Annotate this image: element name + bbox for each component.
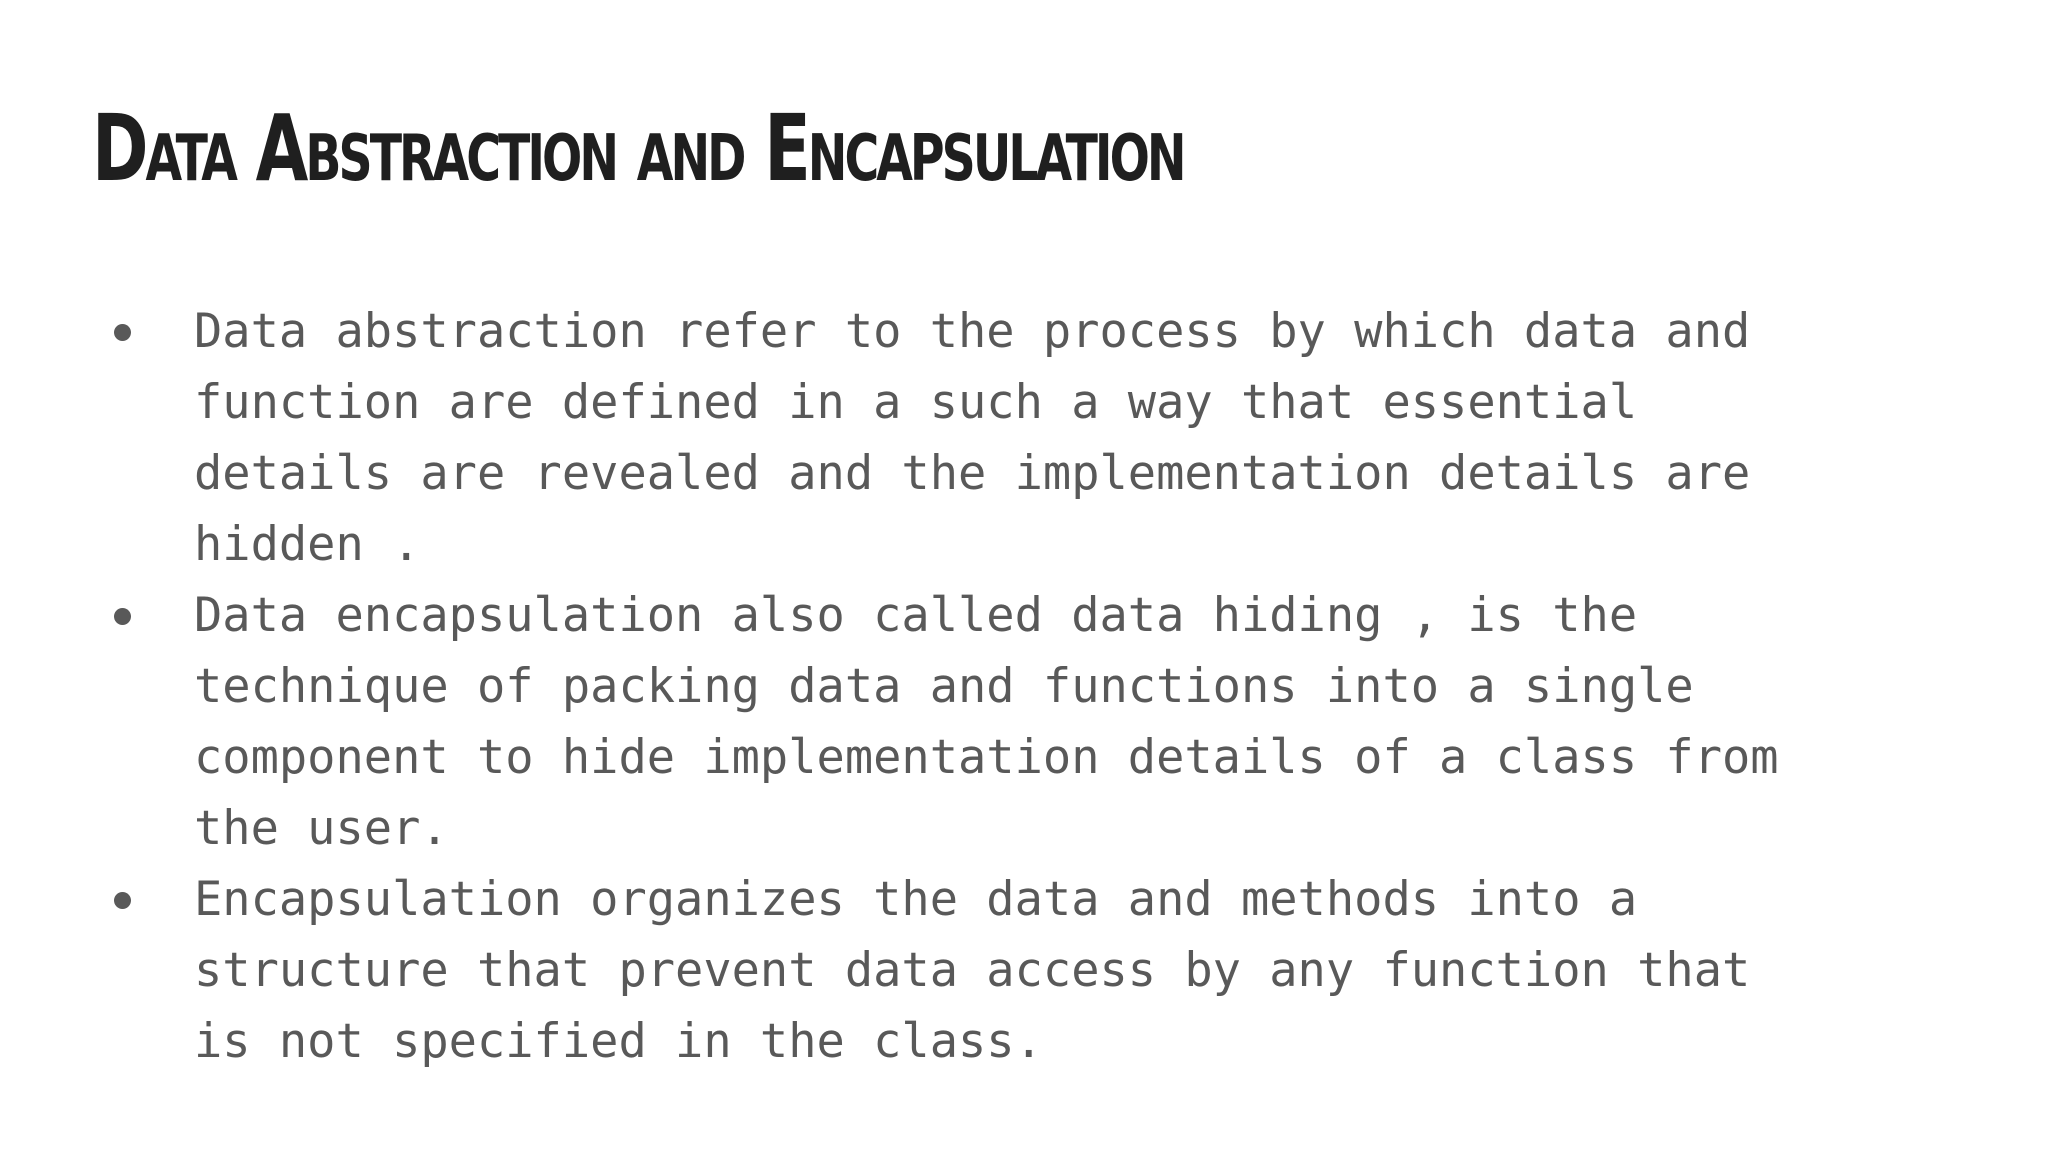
bullet-dot-icon: [114, 892, 131, 909]
bullet-line: structure that prevent data access by any function that: [194, 943, 1751, 998]
bullet-line: hidden .: [194, 517, 421, 572]
bullet-line: technique of packing data and functions into a single: [194, 659, 1694, 714]
bullet-line: Encapsulation organizes the data and methods into a: [194, 872, 1638, 927]
bullet-line: the user.: [194, 801, 449, 856]
bullet-text: [194, 580, 1972, 864]
bullet-line: is not specified in the class.: [194, 1014, 1043, 1069]
bullet-line: component to hide implementation details of a class from: [194, 730, 1779, 785]
bullet-item: [112, 580, 1972, 864]
bullet-text: [194, 296, 1972, 580]
bullet-item: [112, 296, 1972, 580]
bullet-list: [112, 296, 1972, 1077]
bullet-line: details are revealed and the implementation details are: [194, 446, 1751, 501]
bullet-dot-icon: [114, 324, 131, 341]
bullet-dot-icon: [114, 608, 131, 625]
bullet-item: [112, 864, 1972, 1077]
bullet-line: Data encapsulation also called data hiding , is the: [194, 588, 1638, 643]
bullet-line: Data abstraction refer to the process by which data and: [194, 304, 1751, 359]
bullet-line: function are defined in a such a way that essential: [194, 375, 1638, 430]
bullet-text: [194, 864, 1972, 1077]
slide-title: Data Abstraction and Encapsulation: [92, 95, 1184, 202]
